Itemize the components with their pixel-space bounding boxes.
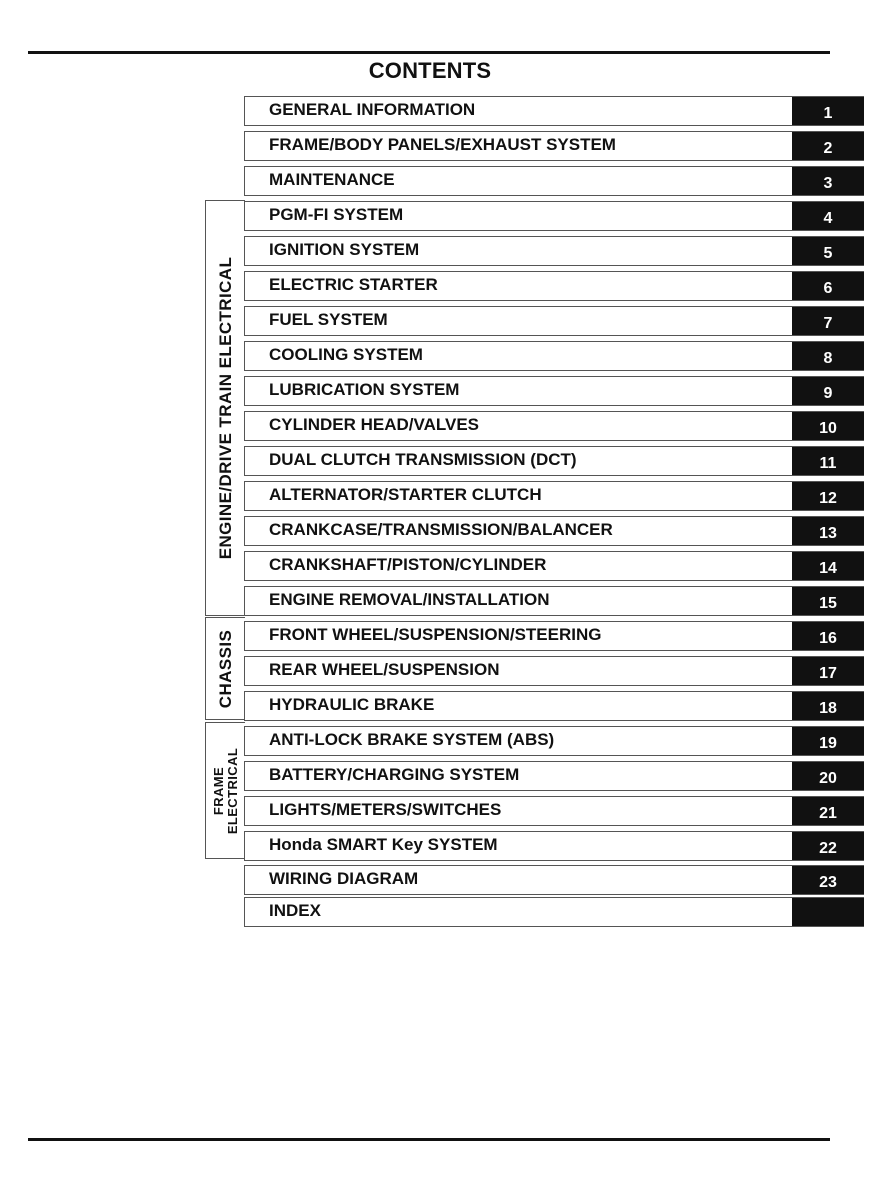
section-title: CRANKSHAFT/PISTON/CYLINDER bbox=[269, 555, 547, 574]
group-chassis bbox=[205, 617, 245, 720]
section-title: INDEX bbox=[269, 901, 321, 920]
section-number-tab: 18 bbox=[792, 692, 864, 720]
section-title: PGM-FI SYSTEM bbox=[269, 205, 404, 224]
group-label bbox=[212, 747, 240, 833]
toc-entry[interactable] bbox=[244, 446, 864, 476]
toc-entry[interactable] bbox=[244, 166, 864, 196]
toc-entry[interactable] bbox=[244, 656, 864, 686]
section-number-tab: 5 bbox=[792, 237, 864, 265]
group-label-line: FRAME bbox=[210, 766, 226, 815]
toc-entry[interactable] bbox=[244, 831, 864, 861]
section-number-tab: 3 bbox=[792, 167, 864, 195]
section-number-tab: 17 bbox=[792, 657, 864, 685]
section-title: GENERAL INFORMATION bbox=[269, 100, 476, 119]
toc-entry[interactable] bbox=[244, 865, 864, 895]
toc-entry[interactable] bbox=[244, 516, 864, 546]
section-number-tab: 1 bbox=[792, 97, 864, 125]
section-title: COOLING SYSTEM bbox=[269, 345, 423, 364]
toc-entry[interactable] bbox=[244, 481, 864, 511]
section-number-tab: 13 bbox=[792, 517, 864, 545]
section-title: ALTERNATOR/STARTER CLUTCH bbox=[269, 485, 542, 504]
section-number-tab: 8 bbox=[792, 342, 864, 370]
section-title: BATTERY/CHARGING SYSTEM bbox=[269, 765, 520, 784]
section-title: FRONT WHEEL/SUSPENSION/STEERING bbox=[269, 625, 602, 644]
toc-entry[interactable] bbox=[244, 131, 864, 161]
section-number-tab: 6 bbox=[792, 272, 864, 300]
section-number-tab: 11 bbox=[792, 447, 864, 475]
section-title: ELECTRIC STARTER bbox=[269, 275, 438, 294]
toc-entry[interactable] bbox=[244, 761, 864, 791]
section-number-tab: 19 bbox=[792, 727, 864, 755]
group-engine-drive-train-electrical bbox=[205, 200, 245, 616]
section-number-tab: 22 bbox=[792, 832, 864, 860]
toc-entry[interactable] bbox=[244, 271, 864, 301]
section-number-tab: 7 bbox=[792, 307, 864, 335]
section-number-tab: 2 bbox=[792, 132, 864, 160]
group-label-line: ELECTRICAL bbox=[224, 747, 240, 834]
section-number-tab: 12 bbox=[792, 482, 864, 510]
section-title: WIRING DIAGRAM bbox=[269, 869, 419, 888]
group-label: ENGINE/DRIVE TRAIN ELECTRICAL bbox=[215, 256, 235, 560]
section-number-tab: 10 bbox=[792, 412, 864, 440]
page-title: CONTENTS bbox=[368, 58, 492, 83]
section-title: DUAL CLUTCH TRANSMISSION (DCT) bbox=[269, 450, 577, 469]
toc-entry[interactable] bbox=[244, 341, 864, 371]
toc-entry[interactable] bbox=[244, 236, 864, 266]
section-title: Honda SMART Key SYSTEM bbox=[269, 835, 498, 854]
toc-entry[interactable] bbox=[244, 306, 864, 336]
section-number-tab: 20 bbox=[792, 762, 864, 790]
toc-entry[interactable] bbox=[244, 621, 864, 651]
section-title: HYDRAULIC BRAKE bbox=[269, 695, 435, 714]
section-number-tab: 14 bbox=[792, 552, 864, 580]
toc-entry[interactable] bbox=[244, 897, 864, 927]
section-number-tab: 23 bbox=[792, 866, 864, 894]
section-title: LUBRICATION SYSTEM bbox=[269, 380, 460, 399]
bottom-rule bbox=[28, 1138, 830, 1141]
toc-entry[interactable] bbox=[244, 551, 864, 581]
section-title: CYLINDER HEAD/VALVES bbox=[269, 415, 480, 434]
section-title: REAR WHEEL/SUSPENSION bbox=[269, 660, 500, 679]
section-title: FRAME/BODY PANELS/EXHAUST SYSTEM bbox=[269, 135, 616, 154]
section-title: ANTI-LOCK BRAKE SYSTEM (ABS) bbox=[269, 730, 555, 749]
section-number-tab: 4 bbox=[792, 202, 864, 230]
section-number-tab: 21 bbox=[792, 797, 864, 825]
section-number-tab: 9 bbox=[792, 377, 864, 405]
section-number-tab bbox=[792, 898, 864, 926]
group-frame-electrical bbox=[205, 722, 245, 859]
toc-entry[interactable] bbox=[244, 586, 864, 616]
toc-entry[interactable] bbox=[244, 376, 864, 406]
section-title: IGNITION SYSTEM bbox=[269, 240, 420, 259]
section-title: CRANKCASE/TRANSMISSION/BALANCER bbox=[269, 520, 613, 539]
group-label: CHASSIS bbox=[215, 629, 235, 708]
toc-entry[interactable] bbox=[244, 411, 864, 441]
toc-entry[interactable] bbox=[244, 796, 864, 826]
toc-entry[interactable] bbox=[244, 691, 864, 721]
section-title: FUEL SYSTEM bbox=[269, 310, 388, 329]
section-number-tab: 15 bbox=[792, 587, 864, 615]
toc-entry[interactable] bbox=[244, 201, 864, 231]
toc-entry[interactable] bbox=[244, 96, 864, 126]
section-number-tab: 16 bbox=[792, 622, 864, 650]
section-title: MAINTENANCE bbox=[269, 170, 395, 189]
toc-entry[interactable] bbox=[244, 726, 864, 756]
section-title: ENGINE REMOVAL/INSTALLATION bbox=[269, 590, 550, 609]
section-title: LIGHTS/METERS/SWITCHES bbox=[269, 800, 502, 819]
